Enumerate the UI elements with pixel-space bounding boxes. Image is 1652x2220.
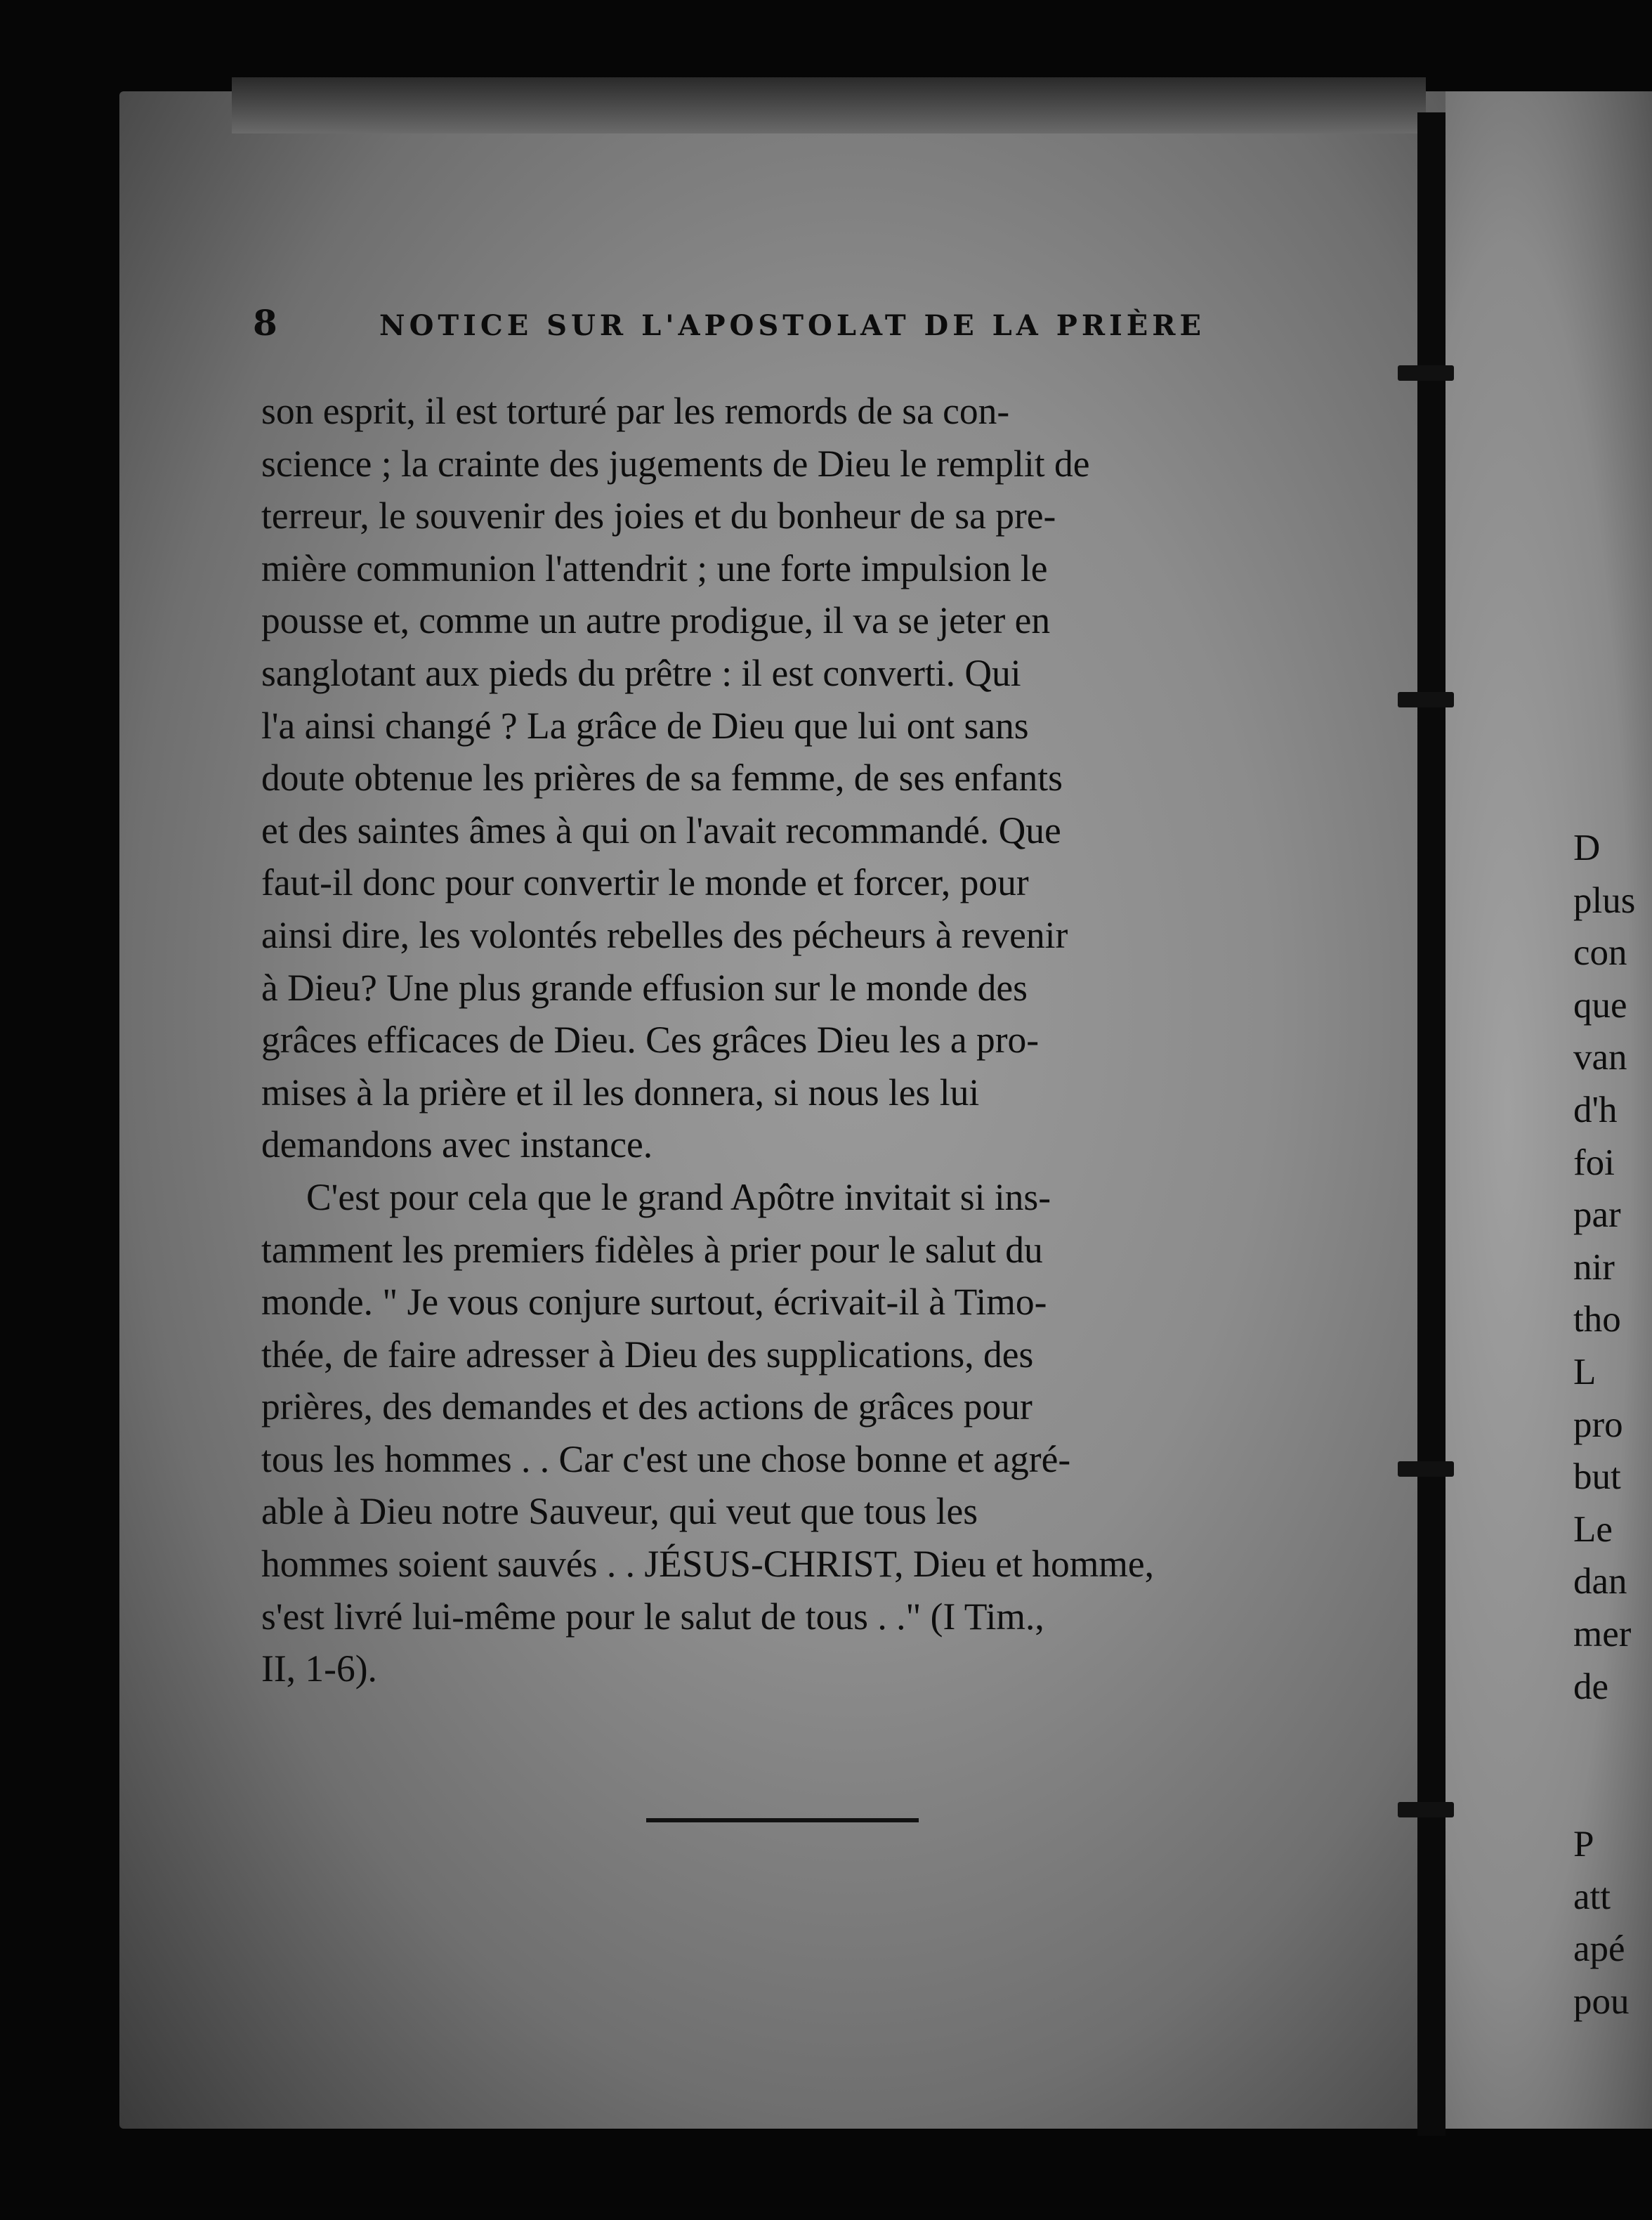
fragment: dan [1573, 1561, 1627, 1602]
text-line: à Dieu? Une plus grande effusion sur le monde des [261, 966, 1028, 1009]
text-line: demandons avec instance. [261, 1123, 653, 1166]
text-line: l'a ainsi changé ? La grâce de Dieu que lui ont sans [261, 704, 1029, 747]
section-rule [646, 1818, 919, 1822]
text-line: hommes soient sauvés . . JÉSUS-CHRIST, Dieu et homme, [261, 1543, 1155, 1586]
text-line: mises à la prière et il les donnera, si nous les lui [261, 1071, 980, 1114]
fragment: par [1573, 1194, 1621, 1236]
text-line: son esprit, il est torturé par les remords de sa con- [261, 390, 1010, 432]
fragment: van [1573, 1037, 1627, 1078]
paragraph-gap [1573, 1713, 1652, 1818]
fragment: L [1573, 1351, 1597, 1392]
fragment: mer [1573, 1613, 1632, 1654]
text-line: terreur, le souvenir des joies et du bonheur de sa pre- [261, 495, 1056, 537]
text-line: able à Dieu notre Sauveur, qui veut que tous les [261, 1490, 978, 1533]
fragment: d'h [1573, 1089, 1618, 1130]
fragment: but [1573, 1456, 1621, 1498]
text-line: thée, de faire adresser à Dieu des supplications, des [261, 1333, 1034, 1376]
fragment: con [1573, 932, 1627, 974]
running-header [253, 302, 1278, 351]
text-line: ainsi dire, les volontés rebelles des pécheurs à revenir [261, 913, 1068, 956]
fragment: tho [1573, 1299, 1621, 1340]
text-line: faut-il donc pour convertir le monde et forcer, pour [261, 861, 1029, 904]
text-line: prières, des demandes et des actions de grâces pour [261, 1385, 1032, 1428]
text-line: grâces efficaces de Dieu. Ces grâces Dieu les a pro- [261, 1019, 1040, 1062]
body-text [261, 385, 1320, 1695]
fragment: apé [1573, 1928, 1625, 1970]
fragment: pro [1573, 1404, 1623, 1445]
fragment: de [1573, 1666, 1609, 1707]
text-line: sanglotant aux pieds du prêtre : il est converti. Qui [261, 651, 1021, 694]
fragment: D [1573, 828, 1601, 868]
binding-clip [1398, 1802, 1454, 1817]
page-number: 8 [253, 302, 277, 344]
fragment: Le [1573, 1508, 1613, 1550]
binding-clip [1398, 692, 1454, 707]
text-line: mière communion l'attendrit ; une forte impulsion le [261, 547, 1048, 589]
fragment: plus [1573, 880, 1636, 921]
text-line: s'est livré lui-même pour le salut de tous . ." (I Tim., [261, 1595, 1044, 1638]
text-line: pousse et, comme un autre prodigue, il va se jeter en [261, 599, 1051, 642]
page-top-edge [232, 77, 1426, 133]
fragment: foi [1573, 1142, 1615, 1183]
fragment: att [1573, 1876, 1611, 1917]
fragment: pou [1573, 1980, 1630, 2022]
text-line: doute obtenue les prières de sa femme, de ses enfants [261, 757, 1063, 799]
right-page-text-fragments [1573, 822, 1652, 2028]
binding-clip [1398, 1461, 1454, 1477]
book-gutter [1417, 112, 1446, 2136]
text-line: II, 1-6). [261, 1647, 377, 1690]
fragment: P [1573, 1824, 1594, 1865]
running-title: NOTICE SUR L'APOSTOLAT DE LA PRIÈRE [379, 309, 1205, 342]
fragment: nir [1573, 1246, 1615, 1288]
text-line: et des saintes âmes à qui on l'avait recommandé. Que [261, 809, 1061, 851]
text-line: C'est pour cela que le grand Apôtre invitait si ins- [306, 1175, 1051, 1218]
binding-clip [1398, 365, 1454, 381]
fragment: que [1573, 984, 1627, 1026]
text-line: tamment les premiers fidèles à prier pour le salut du [261, 1228, 1043, 1271]
text-line: tous les hommes . . Car c'est une chose bonne et agré- [261, 1437, 1071, 1480]
text-line: science ; la crainte des jugements de Dieu le remplit de [261, 442, 1090, 485]
text-line: monde. " Je vous conjure surtout, écrivait-il à Timo- [261, 1281, 1047, 1324]
